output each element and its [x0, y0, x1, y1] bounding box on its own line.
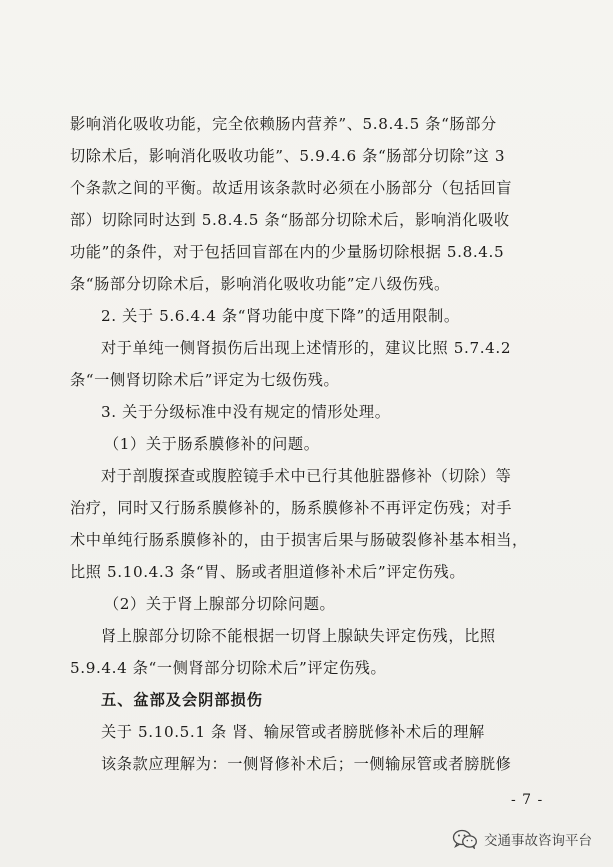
watermark [452, 829, 592, 849]
section-heading-3: 3. 关于分级标准中没有规定的情形处理。 [101, 403, 391, 421]
document-body [70, 108, 550, 780]
paragraph-line: 5.9.4.4 条“一侧肾部分切除术后”评定伤残。 [70, 659, 387, 677]
paragraph-line: 比照 5.10.4.3 条“胃、肠或者胆道修补术后”评定伤残。 [70, 563, 466, 581]
paragraph-line: 治疗，同时又行肠系膜修补的，肠系膜修补不再评定伤残；对手 [70, 499, 513, 517]
paragraph-line: 功能”的条件，对于包括回盲部在内的少量肠切除根据 5.8.4.5 [70, 243, 505, 261]
chapter-heading: 五、盆部及会阴部损伤 [101, 691, 263, 709]
paragraph-line: 对于剖腹探查或腹腔镜手术中已行其他脏器修补（切除）等 [101, 467, 512, 485]
section-heading-2: 2. 关于 5.6.4.4 条“肾功能中度下降”的适用限制。 [101, 307, 460, 325]
paragraph-line: 对于单纯一侧肾损伤后出现上述情形的，建议比照 5.7.4.2 [101, 339, 512, 357]
watermark-text: 交通事故咨询平台 [484, 833, 592, 849]
paragraph-line: 切除术后，影响消化吸收功能”、5.9.4.6 条“肠部分切除”这 3 [70, 147, 506, 165]
paragraph-line: 该条款应理解为：一侧肾修补术后；一侧输尿管或者膀胱修 [101, 755, 512, 773]
paragraph-line: 个条款之间的平衡。故适用该条款时必须在小肠部分（包括回盲 [70, 179, 513, 197]
paragraph-line: 术中单纯行肠系膜修补的，由于损害后果与肠破裂修补基本相当， [70, 531, 528, 549]
subsection-heading-1: （1）关于肠系膜修补的问题。 [104, 435, 320, 453]
clause-heading: 关于 5.10.5.1 条 肾、输尿管或者膀胱修补术后的理解 [101, 723, 485, 741]
wechat-icon [452, 829, 478, 849]
paragraph-line: 条“肠部分切除术后，影响消化吸收功能”定八级伤残。 [70, 275, 450, 293]
paragraph-line: 条“一侧肾切除术后”评定为七级伤残。 [70, 371, 340, 389]
subsection-heading-2: （2）关于肾上腺部分切除问题。 [104, 595, 336, 613]
paragraph-line: 肾上腺部分切除不能根据一切肾上腺缺失评定伤残，比照 [101, 627, 496, 645]
paragraph-line: 影响消化吸收功能，完全依赖肠内营养”、5.8.4.5 条“肠部分 [70, 115, 497, 133]
page-number: - 7 - [511, 792, 544, 808]
paragraph-line: 部）切除同时达到 5.8.4.5 条“肠部分切除术后，影响消化吸收 [70, 211, 510, 229]
